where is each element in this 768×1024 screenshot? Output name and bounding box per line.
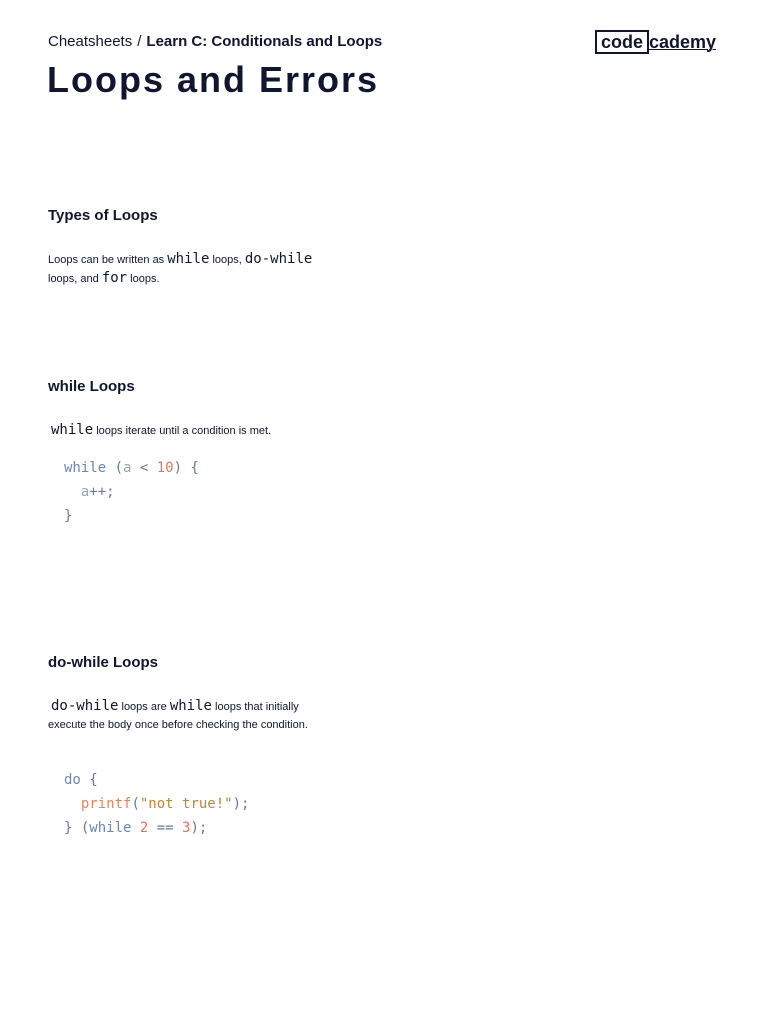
code-token: 10 xyxy=(156,460,174,476)
text: loops are xyxy=(118,701,170,713)
code-token: a xyxy=(123,460,132,476)
inline-code-for: for xyxy=(101,270,128,286)
section-heading-do-while-loops: do-while Loops xyxy=(48,654,158,671)
code-token: "not true!" xyxy=(139,796,233,812)
inline-code-do-while: do-while xyxy=(244,251,313,267)
inline-code-while: while xyxy=(167,251,210,267)
do-while-code-block xyxy=(64,768,249,840)
text: loops iterate until a condition is met. xyxy=(93,425,272,437)
while-code-block xyxy=(64,456,199,528)
while-loops-description xyxy=(51,421,351,440)
code-token: 3 xyxy=(182,820,191,836)
breadcrumb-course-link[interactable]: Learn C: Conditionals and Loops xyxy=(146,33,383,50)
code-token: ( xyxy=(106,460,124,476)
breadcrumb xyxy=(48,33,382,50)
text: loops that initially execute the body once before checking the condition. xyxy=(48,701,308,731)
text: loops, and xyxy=(48,273,102,285)
inline-code-while: while xyxy=(169,698,212,714)
codecademy-logo[interactable] xyxy=(595,30,716,54)
logo-cademy-text: cademy xyxy=(649,32,717,52)
inline-code-do-while: do-while xyxy=(51,698,119,714)
page-title: Loops and Errors xyxy=(47,59,380,100)
breadcrumb-separator: / xyxy=(137,33,142,50)
code-token: ); xyxy=(232,796,250,812)
code-token: a xyxy=(80,484,90,500)
code-token: } xyxy=(64,508,73,524)
code-token: == xyxy=(148,820,183,836)
text: loops, xyxy=(209,254,245,266)
code-token: { xyxy=(80,772,98,788)
code-token: ( xyxy=(131,796,140,812)
logo-code-box: code xyxy=(595,30,649,54)
do-while-loops-description xyxy=(48,697,333,734)
code-token: do xyxy=(64,772,81,788)
inline-code-while: while xyxy=(51,422,94,438)
types-of-loops-description xyxy=(48,250,333,288)
code-token: while xyxy=(89,820,132,836)
code-token: while xyxy=(64,460,107,476)
code-token: printf xyxy=(80,796,132,812)
section-heading-types-of-loops: Types of Loops xyxy=(48,207,158,224)
code-token: ) { xyxy=(173,460,199,476)
code-token: ); xyxy=(190,820,208,836)
breadcrumb-cheatsheets-link[interactable]: Cheatsheets xyxy=(48,33,133,50)
section-heading-while-loops: while Loops xyxy=(48,378,135,395)
text: Loops can be written as xyxy=(48,254,168,266)
code-token: ++; xyxy=(89,484,115,500)
code-token: } ( xyxy=(64,820,90,836)
code-token: < xyxy=(131,460,157,476)
text: loops. xyxy=(127,273,160,285)
code-token: 2 xyxy=(139,820,149,836)
